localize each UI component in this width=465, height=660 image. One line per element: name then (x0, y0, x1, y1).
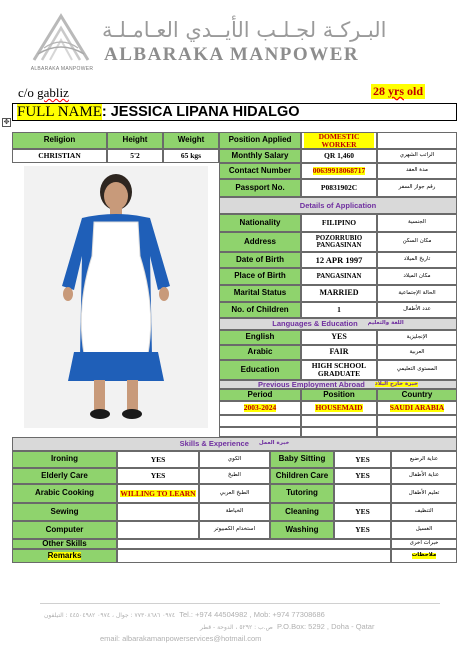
company-logo (30, 10, 92, 65)
position-applied-label: Position Applied (219, 132, 301, 149)
pob-label: Place of Birth (219, 268, 301, 285)
pob-value: PANGASINAN (301, 268, 377, 285)
contact-number-cell (301, 163, 377, 179)
languages-header (219, 318, 457, 330)
details-header: Details of Application (219, 197, 457, 214)
fullname-value: JESSICA LIPANA HIDALGO (110, 104, 300, 120)
english-arabic: الإنجليزية (377, 330, 457, 345)
age-old: old (407, 84, 424, 98)
skill-sewing-arabic: الخياطة (199, 503, 270, 521)
nationality-value: FILIPINO (301, 214, 377, 232)
remarks-value (117, 549, 391, 563)
fullname-colon: : (101, 104, 111, 120)
children-label: No. of Children (219, 302, 301, 318)
remarks-arabic: ملاحظات (411, 552, 437, 559)
skill-children-care-arabic: عناية الأطفال (391, 468, 457, 484)
pob-arabic: مكان الميلاد (377, 268, 457, 285)
languages-header-en: Languages & Education (272, 319, 358, 329)
other-skills-value (117, 539, 391, 549)
skill-washing-label: Washing (270, 521, 334, 539)
nationality-arabic: الجنسية (377, 214, 457, 232)
dob-value: 12 APR 1997 (301, 252, 377, 268)
passport-label: Passport No. (219, 179, 301, 197)
skill-elderly-care-arabic: الطبخ (199, 468, 270, 484)
company-name-english: ALBARAKA MANPOWER (104, 44, 360, 65)
footer-phone-arabic: ٠٩٧٤ ٧٧٣٠٨٦٨٦ : جوال ، ٠٩٧٤ ٤٤٥٠٤٩٨٢ : التيلفون (44, 612, 176, 619)
dob-arabic: تاريخ الميلاد (377, 252, 457, 268)
skill-elderly-care-value: YES (117, 468, 199, 484)
passport-value: P0831902C (301, 179, 377, 197)
employment-empty-6 (377, 427, 457, 437)
table-move-handle-icon[interactable]: ✥ (3, 119, 10, 126)
footer-po: P.O.Box: 5292 , Doha - Qatar (277, 622, 375, 631)
skill-baby-sitting-label: Baby Sitting (270, 451, 334, 468)
fullname-bar (12, 103, 457, 121)
skill-baby-sitting-value: YES (334, 451, 391, 468)
weight-value: 65 kgs (163, 149, 219, 163)
address-value: POZORRUBIO PANGASINAN (301, 232, 377, 252)
children-value: 1 (301, 302, 377, 318)
monthly-salary-value: QR 1,460 (301, 149, 377, 163)
height-value: 5'2 (107, 149, 163, 163)
position-applied-value: DOMESTIC WORKER (304, 133, 374, 149)
education-arabic: المستوى التعليمي (377, 360, 457, 380)
company-name-arabic: البـركـة لجـلـب الأيــدي العـامـلـة (102, 18, 387, 42)
employment-empty-2 (301, 415, 377, 427)
remarks-arabic-cell (391, 549, 457, 563)
address-label: Address (219, 232, 301, 252)
other-skills-arabic: خبرات أخرى (391, 539, 457, 549)
marital-label: Marital Status (219, 285, 301, 302)
contact-number-value: 00639918068717 (312, 166, 366, 176)
skill-arabic-cooking-arabic: الطبخ العربي (199, 484, 270, 503)
employment-col-country: Country (377, 389, 457, 401)
employment-position: HOUSEMAID (315, 403, 363, 413)
skills-header-ar: خبرة العمل (258, 440, 290, 447)
skill-sewing-value (117, 503, 199, 521)
skill-elderly-care-label: Elderly Care (12, 468, 117, 484)
employment-position-cell (301, 401, 377, 415)
applicant-photo (24, 166, 208, 428)
agent-line (18, 85, 69, 101)
agent-prefix: c/o (18, 85, 38, 100)
agent-name: gabliz (37, 85, 69, 100)
age-badge (371, 84, 425, 99)
employment-empty-1 (219, 415, 301, 427)
dob-label: Date of Birth (219, 252, 301, 268)
remarks-label-cell (12, 549, 117, 563)
employment-header-en: Previous Employment Abroad (258, 380, 365, 389)
monthly-salary-arabic: الراتب الشهري (377, 149, 457, 163)
skill-arabic-cooking-label: Arabic Cooking (12, 484, 117, 503)
employment-empty-4 (219, 427, 301, 437)
skill-computer-label: Computer (12, 521, 117, 539)
position-applied-extra (377, 132, 457, 149)
footer-phone-line (44, 610, 325, 619)
employment-header-ar: خبرة خارج البلاد (374, 380, 418, 387)
employment-period-cell (219, 401, 301, 415)
english-value: YES (301, 330, 377, 345)
footer-divider (40, 603, 440, 604)
height-label: Height (107, 132, 163, 149)
footer-po-line (200, 622, 374, 631)
remarks-label: Remarks (47, 550, 82, 560)
skills-header-en: Skills & Experience (179, 439, 249, 449)
marital-value: MARRIED (301, 285, 377, 302)
passport-arabic: رقم جواز السفر (377, 179, 457, 197)
logo-caption: ALBARAKA MANPOWER (30, 66, 94, 72)
religion-value: CHRISTIAN (12, 149, 107, 163)
skill-cleaning-arabic: التنظيف (391, 503, 457, 521)
arabic-value: FAIR (301, 345, 377, 360)
religion-label: Religion (12, 132, 107, 149)
skill-arabic-cooking-value-text: WILLING TO LEARN (120, 488, 196, 498)
footer-email: email: albarakamanpowerservices@hotmail.com (100, 634, 262, 643)
employment-country: SAUDI ARABIA (389, 403, 445, 413)
employment-empty-5 (301, 427, 377, 437)
fullname-label: FULL NAME (17, 104, 102, 120)
arabic-label: Arabic (219, 345, 301, 360)
other-skills-label: Other Skills (12, 539, 117, 549)
skill-computer-value (117, 521, 199, 539)
skill-tutoring-value (334, 484, 391, 503)
skill-sewing-label: Sewing (12, 503, 117, 521)
skill-washing-value: YES (334, 521, 391, 539)
skill-baby-sitting-arabic: عناية الرضيع (391, 451, 457, 468)
marital-arabic: الحالة الإجتماعية (377, 285, 457, 302)
employment-country-cell (377, 401, 457, 415)
skill-tutoring-label: Tutoring (270, 484, 334, 503)
weight-label: Weight (163, 132, 219, 149)
position-applied-cell (301, 132, 377, 149)
employment-col-period: Period (219, 389, 301, 401)
address-arabic: مكان السكن (377, 232, 457, 252)
skill-ironing-arabic: الكوي (199, 451, 270, 468)
children-arabic: عدد الأطفال (377, 302, 457, 318)
employment-header (219, 380, 457, 389)
education-label: Education (219, 360, 301, 380)
skills-header (12, 437, 457, 451)
education-value: HIGH SCHOOL GRADUATE (301, 360, 377, 380)
footer-po-arabic: ص.ب : ٥٢٩٢ ، الدوحة - قطر (200, 624, 273, 631)
arabic-arabic: العربية (377, 345, 457, 360)
nationality-label: Nationality (219, 214, 301, 232)
skill-ironing-label: Ironing (12, 451, 117, 468)
skill-arabic-cooking-value (117, 484, 199, 503)
skill-ironing-value: YES (117, 451, 199, 468)
employment-empty-3 (377, 415, 457, 427)
monthly-salary-label: Monthly Salary (219, 149, 301, 163)
age-number: 28 (373, 84, 385, 98)
age-yrs: yrs (388, 84, 404, 98)
employment-period: 2003-2024 (243, 403, 277, 413)
skill-computer-arabic: استخدام الكمبيوتر (199, 521, 270, 539)
skill-cleaning-value: YES (334, 503, 391, 521)
skill-washing-arabic: الغسيل (391, 521, 457, 539)
footer-phone: Tel.: +974 44504982 , Mob: +974 77308686 (179, 610, 325, 619)
skill-children-care-label: Children Care (270, 468, 334, 484)
skill-cleaning-label: Cleaning (270, 503, 334, 521)
contact-number-arabic: مدة العقد (377, 163, 457, 179)
languages-header-ar: اللغة والتعليم (367, 320, 404, 327)
skill-tutoring-arabic: تعليم الأطفال (391, 484, 457, 503)
contact-number-label: Contact Number (219, 163, 301, 179)
english-label: English (219, 330, 301, 345)
skill-children-care-value: YES (334, 468, 391, 484)
employment-col-position: Position (301, 389, 377, 401)
